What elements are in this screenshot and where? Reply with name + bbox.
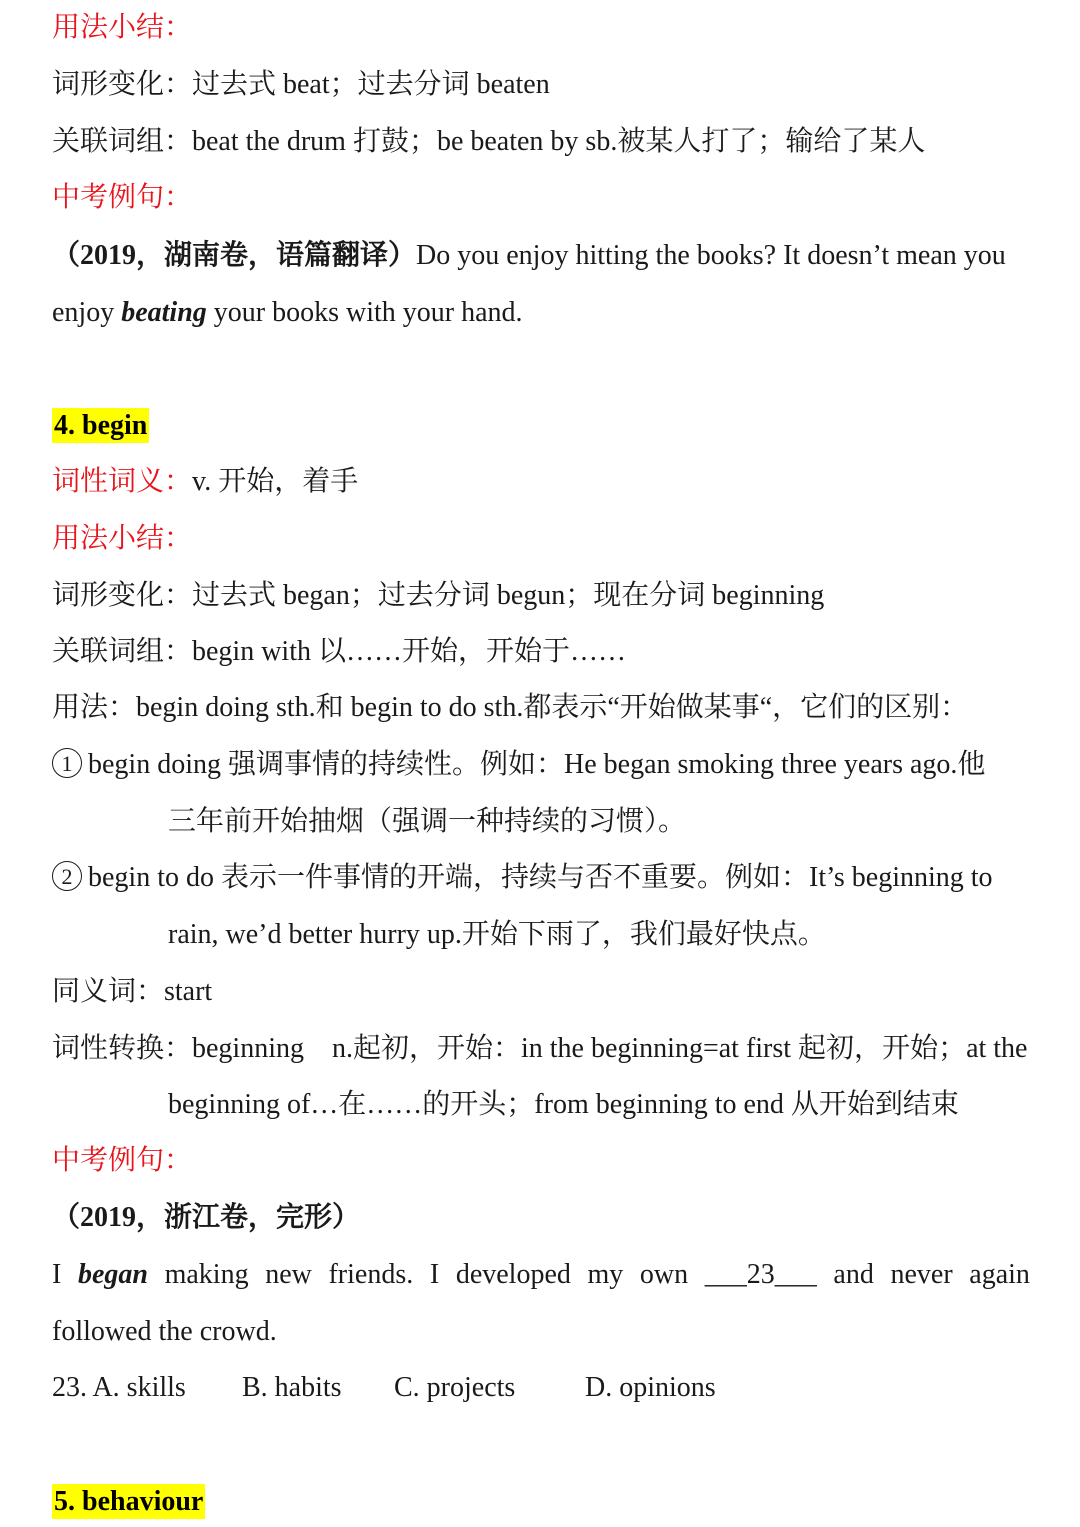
option-c: C. projects bbox=[394, 1372, 516, 1403]
option-a: 23. A. skills bbox=[52, 1372, 186, 1403]
circled-number: 2 bbox=[52, 861, 82, 891]
usage-point-2-cont: rain, we’d better hurry up.开始下雨了，我们最好快点。 bbox=[168, 919, 826, 950]
usage-point-text: begin to do 表示一件事情的开端，持续与否不重要。例如：It’s beginning to bbox=[88, 862, 993, 893]
usage-point-1-cont: 三年前开始抽烟（强调一种持续的习惯）。 bbox=[168, 806, 687, 837]
exam-example-line-2 bbox=[52, 295, 523, 331]
section-title-behaviour bbox=[52, 1484, 205, 1520]
keyword: beating bbox=[121, 297, 207, 328]
word-conversion-cont: beginning of…在……的开头；from beginning to end 从开始到结束 bbox=[168, 1089, 959, 1120]
related-phrases: 关联词组：beat the drum 打鼓；be beaten by sb.被某人打了；输给了某人 bbox=[52, 126, 926, 157]
option-b: B. habits bbox=[242, 1372, 342, 1403]
pos-label: 词性词义： bbox=[52, 466, 193, 497]
word: I bbox=[52, 1259, 62, 1290]
circled-number: 1 bbox=[52, 748, 82, 778]
word: and bbox=[833, 1259, 874, 1290]
exam-example-text: enjoy bbox=[52, 297, 122, 328]
word-forms: 词形变化：过去式 began；过去分词 begun；现在分词 beginning bbox=[52, 580, 825, 611]
usage-point-1 bbox=[52, 747, 985, 783]
usage-point-2 bbox=[52, 860, 993, 896]
word: developed bbox=[455, 1259, 571, 1290]
word: own bbox=[639, 1259, 689, 1290]
word: friends. bbox=[328, 1259, 414, 1290]
exam-example-source: （2019，浙江卷，完形） bbox=[52, 1202, 361, 1233]
synonym: 同义词：start bbox=[52, 976, 213, 1007]
exam-example-text: your books with your hand. bbox=[206, 297, 523, 328]
word: never bbox=[890, 1259, 953, 1290]
keyword: began bbox=[77, 1259, 148, 1290]
word: my bbox=[587, 1259, 624, 1290]
word-forms: 词形变化：过去式 beat；过去分词 beaten bbox=[52, 69, 550, 100]
pos-value: v. 开始，着手 bbox=[192, 466, 359, 497]
option-d: D. opinions bbox=[585, 1372, 716, 1403]
usage-summary-heading: 用法小结： bbox=[52, 12, 193, 43]
part-of-speech bbox=[52, 464, 358, 500]
word: new bbox=[265, 1259, 312, 1290]
exam-example-line-1 bbox=[52, 238, 1006, 274]
section-title-text: 5. behaviour bbox=[54, 1486, 204, 1517]
answer-options bbox=[52, 1370, 716, 1406]
exam-example-text: Do you enjoy hitting the books? It doesn’t mean you bbox=[416, 240, 1006, 271]
section-title-text: 4. begin bbox=[54, 410, 148, 441]
exam-example-heading: 中考例句： bbox=[52, 182, 193, 213]
cloze-sentence-line-1 bbox=[52, 1257, 1030, 1293]
word-conversion: 词性转换：beginning n.起初，开始：in the beginning=at first 起初，开始；at the bbox=[52, 1033, 1028, 1064]
word: I bbox=[429, 1259, 440, 1290]
word: again bbox=[969, 1259, 1030, 1290]
section-title-begin bbox=[52, 408, 149, 444]
exam-example-heading: 中考例句： bbox=[52, 1145, 193, 1176]
usage-summary-heading: 用法小结： bbox=[52, 523, 193, 554]
usage-note: 用法：begin doing sth.和 begin to do sth.都表示“开始做某事“，它们的区别： bbox=[52, 692, 969, 723]
cloze-blank: ___23___ bbox=[704, 1259, 817, 1290]
cloze-sentence-line-2: followed the crowd. bbox=[52, 1316, 277, 1347]
usage-point-text: begin doing 强调事情的持续性。例如：He began smoking three years ago.他 bbox=[88, 749, 986, 780]
word: making bbox=[164, 1259, 249, 1290]
related-phrases: 关联词组：begin with 以……开始，开始于…… bbox=[52, 636, 626, 667]
exam-example-source: （2019，湖南卷，语篇翻译） bbox=[52, 240, 417, 271]
